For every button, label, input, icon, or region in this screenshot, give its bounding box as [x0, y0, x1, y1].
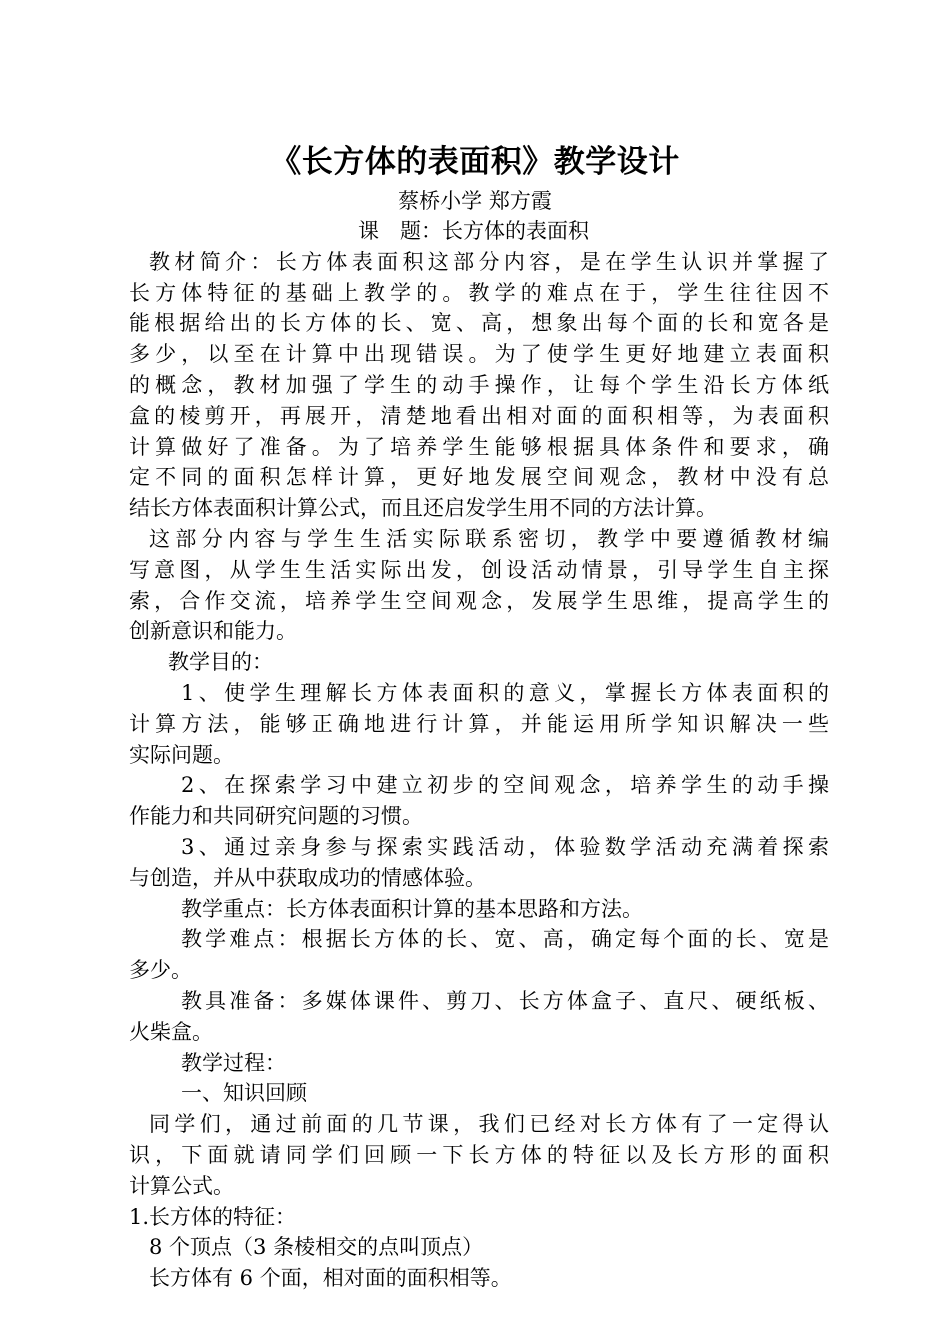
author-line: 蔡桥小学 郑方霞	[398, 189, 552, 213]
document-title: 《长方体的表面积》教学设计	[270, 144, 680, 180]
document-body	[129, 216, 829, 1294]
paragraph-line: 长方体特征的基础上教学的。教学的难点在于，学生往往因不	[129, 280, 829, 305]
paragraph-line: 教材简介：长方体表面积这部分内容，是在学生认识并掌握了	[149, 249, 829, 274]
paragraph-line: 盒的棱剪开，再展开，清楚地看出相对面的面积相等，为表面积	[129, 403, 829, 428]
paragraph-line: 与创造，并从中获取成功的情感体验。	[129, 865, 486, 890]
paragraph-line: 定不同的面积怎样计算，更好地发展空间观念，教材中没有总	[129, 465, 829, 490]
paragraph-line: 的概念，教材加强了学生的动手操作，让每个学生沿长方体纸	[129, 372, 829, 397]
paragraph-line: 这部分内容与学生生活实际联系密切，教学中要遵循教材编	[149, 526, 829, 551]
paragraph-line: 教学重点：长方体表面积计算的基本思路和方法。	[181, 896, 643, 921]
paragraph-line: 3、通过亲身参与探索实践活动，体验数学活动充满着探索	[181, 834, 829, 859]
paragraph-line: 写意图，从学生生活实际出发，创设活动情景，引导学生自主探	[129, 557, 829, 582]
paragraph-line: 教学难点：根据长方体的长、宽、高，确定每个面的长、宽是	[181, 927, 829, 952]
paragraph-line: 索，合作交流，培养学生空间观念，发展学生思维，提高学生的	[129, 588, 829, 613]
list-heading: 1.长方体的特征：	[129, 1204, 297, 1229]
paragraph-line: 能根据给出的长方体的长、宽、高，想象出每个面的长和宽各是	[129, 311, 829, 336]
section-heading: 一、知识回顾	[181, 1081, 307, 1106]
paragraph-line: 火柴盒。	[129, 1019, 213, 1044]
paragraph-line: 同学们，通过前面的几节课，我们已经对长方体有了一定得认	[149, 1112, 829, 1137]
list-item: 长方体有 6 个面，相对面的面积相等。	[149, 1266, 512, 1291]
paragraph-line: 结长方体表面积计算公式，而且还启发学生用不同的方法计算。	[129, 496, 717, 521]
paragraph-line: 实际问题。	[129, 742, 234, 767]
paragraph-line: 计算做好了准备。为了培养学生能够根据具体条件和要求，确	[129, 434, 829, 459]
paragraph-line: 多少。	[129, 958, 192, 983]
paragraph-line: 2、在探索学习中建立初步的空间观念，培养学生的动手操	[181, 773, 829, 798]
paragraph-line: 计算方法，能够正确地进行计算，并能运用所学知识解决一些	[129, 711, 829, 736]
section-heading: 教学过程：	[181, 1050, 286, 1075]
paragraph-line: 教具准备：多媒体课件、剪刀、长方体盒子、直尺、硬纸板、	[181, 988, 829, 1013]
paragraph-line: 作能力和共同研究问题的习惯。	[129, 804, 423, 829]
course-line: 课 题：长方体的表面积	[358, 219, 589, 243]
paragraph-line: 计算公式。	[129, 1173, 234, 1198]
list-item: 8 个顶点（3 条棱相交的点叫顶点）	[149, 1235, 484, 1260]
paragraph-line: 创新意识和能力。	[129, 619, 297, 644]
section-heading: 教学目的：	[168, 650, 273, 675]
paragraph-line: 多少，以至在计算中出现错误。为了使学生更好地建立表面积	[129, 342, 829, 367]
paragraph-line: 1、使学生理解长方体表面积的意义，掌握长方体表面积的	[181, 680, 829, 705]
paragraph-line: 识，下面就请同学们回顾一下长方体的特征以及长方形的面积	[129, 1142, 829, 1167]
